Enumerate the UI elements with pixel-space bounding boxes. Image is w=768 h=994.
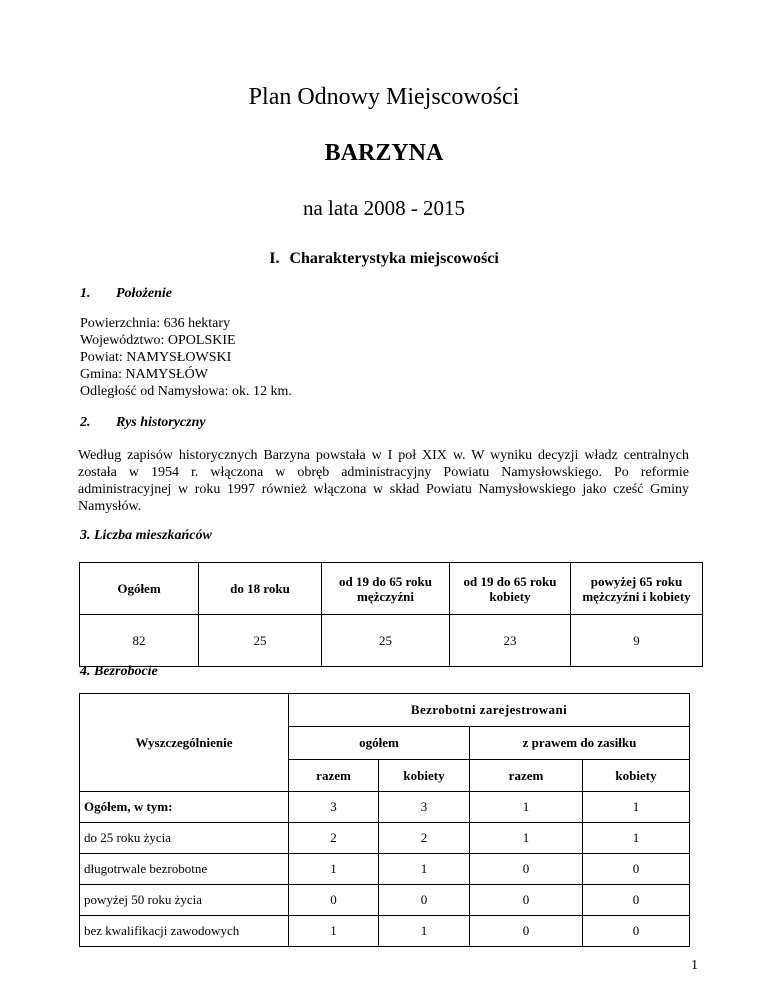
table-row — [80, 792, 690, 823]
cell-value: 3 — [289, 792, 379, 823]
unemployment-table — [79, 693, 690, 947]
header-specification: Wyszczególnienie — [80, 694, 289, 792]
value-total: 82 — [80, 615, 199, 667]
chapter-number: I. — [269, 250, 280, 267]
chapter-heading — [0, 250, 768, 268]
cell-value: 0 — [470, 916, 583, 947]
row-label: bez kwalifikacji zawodowych — [80, 916, 289, 947]
table-row — [80, 823, 690, 854]
cell-value: 0 — [583, 854, 690, 885]
row-label: do 25 roku życia — [80, 823, 289, 854]
history-paragraph: Według zapisów historycznych Barzyna powstała w I poł XIX w. W wyniku decyzji władz centralnych została w 1954 r. włączona w obręb administracyjny Powiatu Namysłowskiego. Po reformie administracyjnej w roku 1997 również włączona w skład Powiatu Namysłowskiego jako cześć Gminy Namysłów. — [78, 448, 689, 514]
location-details — [80, 316, 292, 401]
chapter-title: Charakterystyka miejscowości — [289, 250, 499, 267]
cell-value: 0 — [289, 885, 379, 916]
section-3-title: 3. Liczba mieszkańców — [80, 528, 212, 543]
cell-value: 0 — [583, 885, 690, 916]
cell-value: 1 — [470, 823, 583, 854]
row-label: Ogółem, w tym: — [80, 792, 289, 823]
population-table — [79, 562, 703, 667]
cell-value: 0 — [583, 916, 690, 947]
header-registered-unemployed: Bezrobotni zarejestrowani — [289, 694, 690, 727]
cell-value: 3 — [379, 792, 470, 823]
row-label: powyżej 50 roku życia — [80, 885, 289, 916]
voivodeship-line: Województwo: OPOLSKIE — [80, 333, 236, 348]
value-women-19-65: 23 — [450, 615, 571, 667]
header-men-19-65: od 19 do 65 roku mężczyźni — [322, 563, 450, 615]
commune-line: Gmina: NAMYSŁÓW — [80, 367, 208, 382]
table-row — [80, 854, 690, 885]
header-benefit-total: razem — [470, 760, 583, 792]
plan-period: na lata 2008 - 2015 — [302, 196, 466, 220]
page-number: 1 — [691, 958, 698, 973]
cell-value: 1 — [583, 823, 690, 854]
unemployment-header-row-1 — [80, 694, 690, 727]
cell-value: 1 — [583, 792, 690, 823]
value-over-65: 9 — [571, 615, 703, 667]
cell-value: 1 — [289, 854, 379, 885]
distance-line: Odległość od Namysłowa: ok. 12 km. — [80, 384, 292, 399]
header-under-18: do 18 roku — [199, 563, 322, 615]
header-benefit-women: kobiety — [583, 760, 690, 792]
cell-value: 1 — [379, 854, 470, 885]
value-under-18: 25 — [199, 615, 322, 667]
population-values-row — [80, 615, 703, 667]
county-line: Powiat: NAMYSŁOWSKI — [80, 350, 232, 365]
header-women-19-65: od 19 do 65 roku kobiety — [450, 563, 571, 615]
value-men-19-65: 25 — [322, 615, 450, 667]
header-total: Ogółem — [80, 563, 199, 615]
header-overall: ogółem — [289, 727, 470, 760]
cell-value: 1 — [289, 916, 379, 947]
section-2-title: Rys historyczny — [116, 415, 206, 430]
cell-value: 0 — [470, 885, 583, 916]
cell-value: 2 — [289, 823, 379, 854]
cell-value: 0 — [470, 854, 583, 885]
header-with-benefit: z prawem do zasiłku — [470, 727, 690, 760]
cell-value: 1 — [470, 792, 583, 823]
section-4-title: 4. Bezrobocie — [80, 664, 158, 679]
population-header-row — [80, 563, 703, 615]
row-label: długotrwale bezrobotne — [80, 854, 289, 885]
document-title: Plan Odnowy Miejscowości — [248, 84, 520, 110]
section-1-title: Położenie — [116, 286, 172, 301]
header-over-65: powyżej 65 roku mężczyźni i kobiety — [571, 563, 703, 615]
cell-value: 1 — [379, 916, 470, 947]
section-1-number: 1. — [80, 286, 91, 301]
table-row — [80, 885, 690, 916]
village-name: BARZYNA — [324, 140, 444, 166]
cell-value: 0 — [379, 885, 470, 916]
area-line: Powierzchnia: 636 hektary — [80, 316, 231, 331]
header-overall-total: razem — [289, 760, 379, 792]
table-row — [80, 916, 690, 947]
cell-value: 2 — [379, 823, 470, 854]
section-2-number: 2. — [80, 415, 91, 430]
header-overall-women: kobiety — [379, 760, 470, 792]
